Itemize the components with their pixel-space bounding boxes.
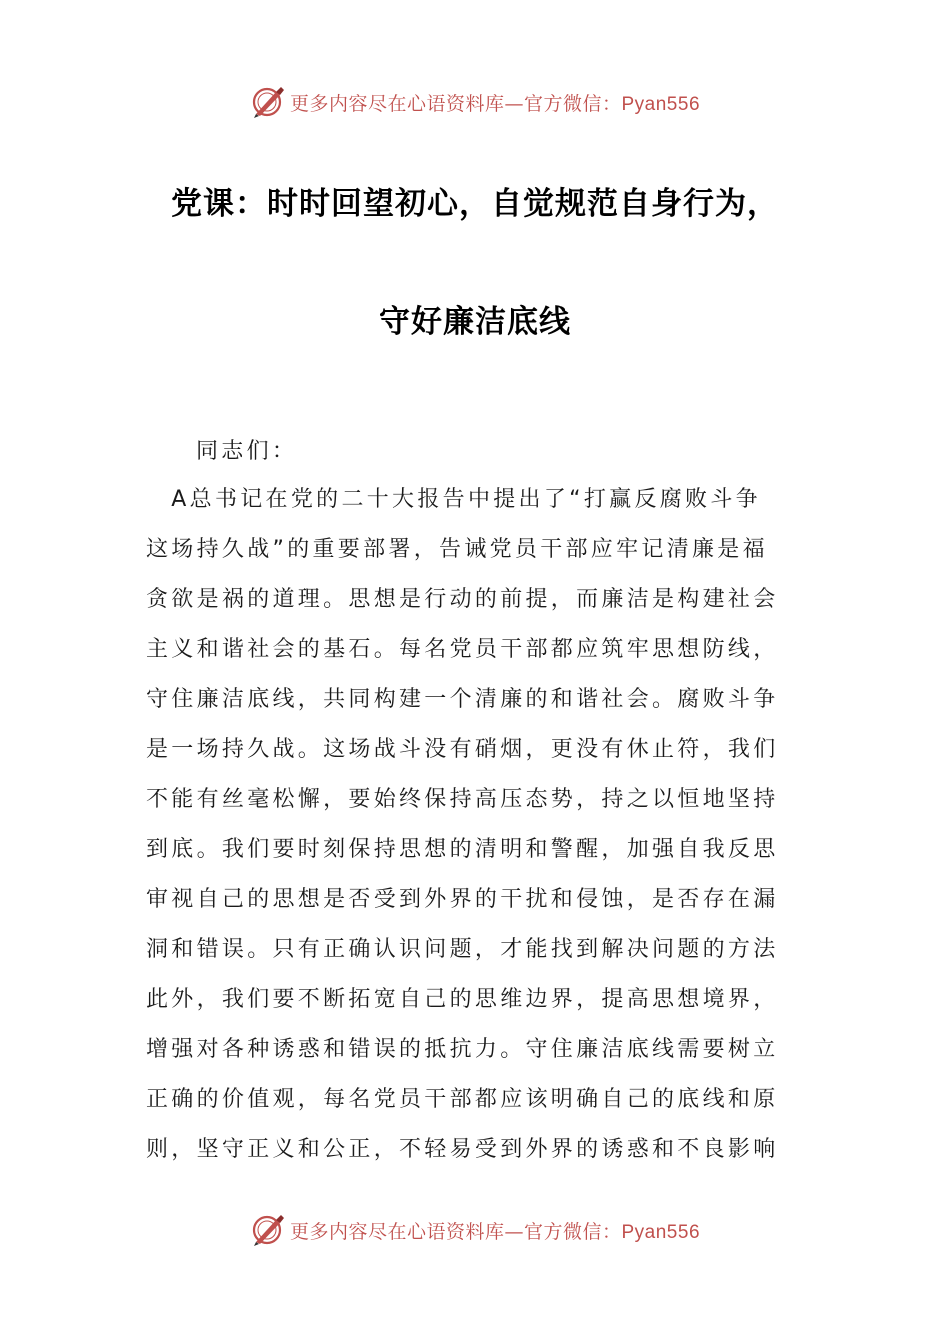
watermark-cn-text: 更多内容尽在心语资料库—官方微信： bbox=[289, 1220, 622, 1243]
watermark-text bbox=[290, 1217, 700, 1244]
footer-watermark bbox=[0, 1210, 950, 1250]
watermark-cn-text: 更多内容尽在心语资料库—官方微信： bbox=[289, 92, 622, 115]
document-title-line-1: 党课：时时回望初心，自觉规范自身行为， bbox=[171, 186, 779, 222]
paragraph-line: 洞和错误。只有正确认识问题，才能找到解决问题的方法 bbox=[146, 937, 779, 962]
paragraph-line: 到底。我们要时刻保持思想的清明和警醒，加强自我反思 bbox=[146, 837, 779, 862]
paragraph-line: 是一场持久战。这场战斗没有硝烟，更没有休止符，我们 bbox=[146, 737, 779, 762]
paragraph-line: 则，坚守正义和公正，不轻易受到外界的诱惑和不良影响 bbox=[146, 1137, 779, 1162]
watermark-text bbox=[290, 89, 700, 116]
paragraph-line: 增强对各种诱惑和错误的抵抗力。守住廉洁底线需要树立 bbox=[146, 1037, 779, 1062]
paragraph-line: 正确的价值观，每名党员干部都应该明确自己的底线和原 bbox=[146, 1087, 779, 1112]
paragraph-line: 贪欲是祸的道理。思想是行动的前提，而廉洁是构建社会 bbox=[146, 587, 779, 612]
paragraph-line: 主义和谐社会的基石。每名党员干部都应筑牢思想防线， bbox=[146, 637, 779, 662]
document-title-line-2: 守好廉洁底线 bbox=[379, 304, 571, 340]
pen-logo-icon bbox=[250, 1212, 286, 1248]
salutation: 同志们： bbox=[196, 439, 298, 464]
paragraph-line: 此外，我们要不断拓宽自己的思维边界，提高思想境界， bbox=[146, 987, 779, 1012]
paragraph-line: 审视自己的思想是否受到外界的干扰和侵蚀，是否存在漏 bbox=[146, 887, 779, 912]
paragraph-line: 这场持久战”的重要部署，告诫党员干部应牢记清廉是福 bbox=[146, 537, 768, 562]
header-watermark bbox=[0, 82, 950, 122]
watermark-wechat-id: Pyan556 bbox=[621, 1221, 701, 1243]
paragraph-line: 守住廉洁底线，共同构建一个清廉的和谐社会。腐败斗争 bbox=[146, 687, 779, 712]
pen-logo-icon bbox=[250, 84, 286, 120]
paragraph-line: A总书记在党的二十大报告中提出了“打赢反腐败斗争 bbox=[146, 487, 761, 512]
watermark-wechat-id: Pyan556 bbox=[621, 93, 701, 115]
body-paragraph bbox=[146, 475, 806, 1175]
paragraph-line: 不能有丝毫松懈，要始终保持高压态势，持之以恒地坚持 bbox=[146, 787, 779, 812]
